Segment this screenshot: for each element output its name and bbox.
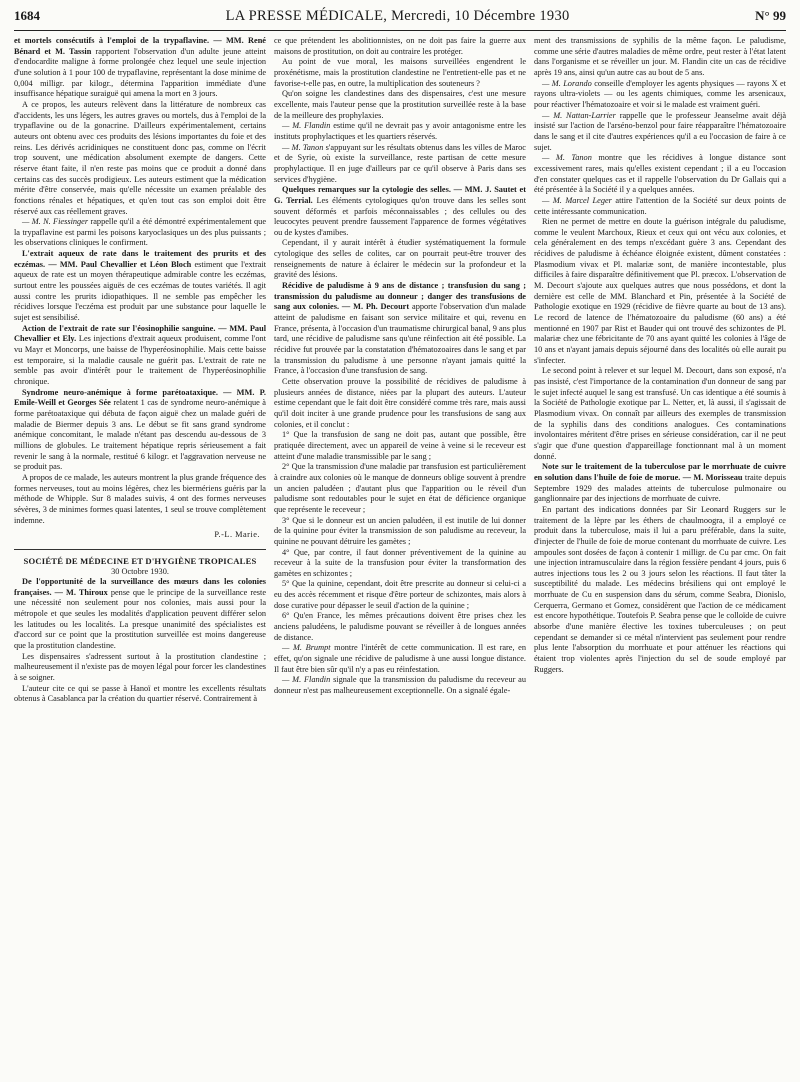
paragraph: et mortels consécutifs à l'emploi de la trypaflavine. — MM. René Bénard et M. Tassin rapportent l'observation d'un adulte jeune atteint d'endocardite maligne à forme prolongée chez lequel une seule injection d'une solution à 1 pour 100 de trypaflavine, représentant la dose minime de 0,004 milligr. par kilogr., détermina l'apparition immédiate d'une insuffisance hépatique suraiguë qui amena la mort en 3 jours. <box>14 36 266 99</box>
paragraph: 3° Que si le donneur est un ancien paludéen, il est inutile de lui donner de la quinine pour éviter la transmission de son paludisme au receveur, la quinine ne pouvant détruire les gamètes ; <box>274 515 526 546</box>
section-heading: SOCIÉTÉ DE MÉDECINE ET D'HYGIÈNE TROPICALES <box>14 549 266 567</box>
paragraph: Syndrome neuro-anémique à forme parétoataxique. — MM. P. Emile-Weill et Georges Sée relatent 1 cas de syndrome neuro-anémique à forme parétoataxique qui débuta de façon aiguë chez un malade guéri de maladie de Biermer depuis 3 ans. Le début se fit sans grand syndrome anémique concomitant, le malade n'étant pas descendu au-dessous de 3 millions de globules. Le traitement hépatique repris sérieusement a fait revenir le sang à la normale, restitué 6 kilogr. et l'aggravation nerveuse ne se produit pas. <box>14 387 266 472</box>
paragraph: L'auteur cite ce qui se passe à Hanoï et montre les excellents résultats obtenus à Casablanca par la création du quartier réservé. Contrairement à <box>14 683 266 704</box>
paragraph: Rien ne permet de mettre en doute la guérison intégrale du paludisme, comme le veulent Marchoux, Rieux et ceux qui ont vécu aux colonies, et cela généralement en des temps n'excédant guère 3 ans. Cependant des récidives de paludisme à échéance éloignée existent, dûment constatées : Plasmodium vivax et Pl. malariæ sont, de manière incontestable, plus difficiles à faire disparaître définitivement que Pl. præcox. L'observation de M. Decourt s'ajoute aux quelques autres que nous possédons, et dont la dernière est celle de MM. Blanchard et Pin, présentée à la Société de Pathologie exotique en 1929 (récidive de fièvre quarte au bout de 13 ans). Le record de latence de l'hématozoaire du paludisme (60 ans) a été mentionné en 1907 par Rist et Bauder qui ont trouvé des schizontes de Pl. malariæ chez une fébricitante de 70 ans ayant quitté les colonies à l'âge de 10 ans et n'ayant jamais depuis séjourné dans des localités où elle aurait pu s'infecter. <box>534 217 786 365</box>
paragraph: Quelques remarques sur la cytologie des selles. — MM. J. Sautet et G. Terrial. Les éléments cytologiques qu'on trouve dans les selles sont souvent déformés et parfois méconnaissables ; des cellules ou des leucocytes peuvent prendre faussement l'apparence de formes végétatives ou de kystes d'amibes. <box>274 185 526 237</box>
page-header <box>14 8 786 31</box>
issue-number: N° 99 <box>755 8 786 23</box>
paragraph: 6° Qu'en France, les mêmes précautions doivent être prises chez les anciens paludéens, le paludisme pouvant se réveiller à de longues années de distance. <box>274 611 526 642</box>
paragraph: L'extrait aqueux de rate dans le traitement des prurits et des eczémas. — MM. Paul Chevallier et Léon Bloch estiment que l'extrait aqueux de rate est un moyen thérapeutique admirable contre les eczémas, surtout entre les poussées aiguës de ces eczémas de toutes variétés. Il agit aussi contre les prurits idiopathiques. Il ne semble pas empêcher les récidives lorsque l'eczéma est produit par une substance pour laquelle le sujet est sensibilisé. <box>14 249 266 323</box>
paragraph: — M. Brumpt montre l'intérêt de cette communication. Il est rare, en effet, qu'on signale une récidive de paludisme à une aussi longue distance. Il faut être bien sûr qu'il n'y a pas eu réinfestation. <box>274 643 526 674</box>
paragraph: Cette observation prouve la possibilité de récidives de paludisme à plusieurs années de distance, niées par la plupart des auteurs. L'auteur estime cependant que le fait doit être considéré comme très rare, mais aussi qu'il doit inciter à une grande prudence pour les transfusions de sang aux colonies, et il conclut : <box>274 377 526 429</box>
column-2 <box>274 36 526 1076</box>
paragraph: — M. Lorando conseille d'employer les agents physiques — rayons X et rayons ultra-violets — ou les agents chimiques, comme les arsenicaux, pour réactiver l'hématozoaire et voir si le malade est vraiment guéri. <box>534 78 786 109</box>
page-number: 1684 <box>14 8 40 23</box>
column-3 <box>534 36 786 1076</box>
paragraph: — M. Nattan-Larrier rappelle que le professeur Jeanselme avait déjà insisté sur l'action de l'arséno-benzol pour faire réapparaître l'hématozoaire dans le sang et il cite d'autres expériences qu'il a eu l'occasion de faire à ce sujet. <box>534 110 786 152</box>
paragraph: Action de l'extrait de rate sur l'éosinophilie sanguine. — MM. Paul Chevallier et Ely. Les injections d'extrait aqueux produisent, comme l'ont vu Mayr et Moncorps, une baisse de l'hyperéosinophilie. Mais cette baisse est temporaire, si la maladie causale ne guérit pas. L'extrait de rate ne semble pas avoir d'intérêt pour le traitement de l'hyperéosinophilie chronique. <box>14 323 266 386</box>
paragraph: — M. Marcel Leger attire l'attention de la Société sur deux points de cette intéressante communication. <box>534 195 786 216</box>
column-1 <box>14 36 266 1076</box>
paragraph: — M. N. Fiessinger rappelle qu'il a été démontré expérimentalement que la trypaflavine est parmi les poisons karyoclasiques un des plus puissants ; les observations cliniques le confirment. <box>14 217 266 248</box>
paragraph: ce que prétendent les abolitionnistes, on ne doit pas faire la guerre aux maisons de prostitution, on doit au contraire les protéger. <box>274 36 526 56</box>
paragraph: Récidive de paludisme à 9 ans de distance ; transfusion du sang ; transmission du paludisme au donneur ; danger des transfusions de sang aux colonies. — M. Ph. Decourt apporte l'observation d'un malade atteint de paludisme en faisant son service militaire et qui, revenu en France, présenta, à l'occasion d'un traumatisme chirurgical banal, 9 ans plus tard, une récidive de paludisme sans qu'une réinfection ait été possible. La récidive fut prouvée par la constatation d'hématozoaires dans le sang et par la transmission du paludisme à une personne n'ayant jamais quitté la France, à l'occasion d'une transfusion de sang. <box>274 281 526 376</box>
paragraph: ment des transmissions de syphilis de la même façon. Le paludisme, comme une série d'autres maladies de même ordre, peut rester à l'état latent dans l'organisme et se réveiller un jour. M. Flandin cite un cas de récidive après 19 ans, ainsi qu'un autre cas au bout de 5 ans. <box>534 36 786 77</box>
paragraph: — M. Tanon s'appuyant sur les résultats obtenus dans les villes de Maroc et de Syrie, où existe la surveillance, reste partisan de cette mesure prophylactique. Il en juge d'ailleurs par ce qu'il observe à Paris dans ses services d'hygiène. <box>274 142 526 184</box>
journal-title: LA PRESSE MÉDICALE, Mercredi, 10 Décembre 1930 <box>225 8 570 24</box>
paragraph: Qu'on soigne les clandestines dans des dispensaires, c'est une mesure excellente, mais l'auteur pense que la prostitution surveillée reste à la base de la meilleure des prophylaxies. <box>274 89 526 120</box>
paragraph: Note sur le traitement de la tuberculose par le morrhuate de cuivre en solution dans l'huile de foie de morue. — M. Morisseau traite depuis Septembre 1929 des malades atteints de tuberculose pulmonaire ou ganglionnaire par des injections de morrhuate de cuivre. <box>534 462 786 504</box>
paragraph: — M. Flandin estime qu'il ne devrait pas y avoir antagonisme entre les instituts prophylactiques et les quartiers réservés. <box>274 121 526 141</box>
paragraph: 2° Que la transmission d'une maladie par transfusion est particulièrement à craindre aux colonies où le manque de donneurs oblige souvent à prendre un ancien paludéen ; d'autant plus que l'apparition ou le réveil d'un paludisme sont redoutables pour le sujet en état de déficience organique que représente le receveur ; <box>274 462 526 514</box>
paragraph: 1° Que la transfusion de sang ne doit pas, autant que possible, être pratiquée directement, avec un appareil de veine à veine si le receveur est atteint d'une maladie transmissible par le sang ; <box>274 430 526 461</box>
paragraph: 5° Que la quinine, cependant, doit être prescrite au donneur si celui-ci a eu des accès récemment et risque d'être porteur de schizontes, mais alors à dose curative pour dépasser le seuil d'action de la quinine ; <box>274 579 526 610</box>
paragraph: De l'opportunité de la surveillance des mœurs dans les colonies françaises. — M. Thiroux pense que le principe de la surveillance reste une nécessité non seulement pour nos colonies, mais aussi pour la métropole et que seules les modalités d'application peuvent différer selon les latitudes ou les localités. La presque unanimité des spécialistes est d'accord sur ce point que la prostitution surveillée est moins dangereuse que la prostitution clandestine. <box>14 577 266 651</box>
section-date: 30 Octobre 1930. <box>111 566 169 576</box>
author-signature: P.-L. Marie. <box>214 530 260 540</box>
paragraph: Les dispensaires s'adressent surtout à la prostitution clandestine ; malheureusement il n'existe pas de moyen légal pour forcer les clandestines à se soigner. <box>14 651 266 683</box>
paragraph: En partant des indications données par Sir Leonard Ruggers sur le traitement de la lèpre par les éthers de chaulmoogra, il a employé ce produit dans la tuberculose, mais il lui a paru préférable, dans la suite, d'injecter de l'huile de foie de morue contenant du morrhuate de cuivre. Les ampoules sont dosées de façon à contenir 1 milligr. de Cu par cmc. On fait une injection intramusculaire dans la région fessière pendant 4 jours, puis 6 autres injections tous les 2 ou 3 jours selon les réactions. Il faut tâter la susceptibilité du malade. Les médecins brésiliens qui ont employé le morrhuate de Cu en suspension dans du sérum, comme Seabra, Dionislo, Cerquerra, Germano et Gomez, considèrent que l'action de ce médicament est encore hypothétique. Toutefois P. Seabra pense que le colloïde de cuivre absorbe d'une manière élective les toxines tuberculeuses ; on peut cependant se demander si ce métal n'intervient pas seulement pour rendre plus lente l'absorption du morrhuate et pour atténuer les réactions qui étaient trop violentes après l'injection du sel de soude employé par Ruggers. <box>534 504 786 674</box>
paragraph: A ce propos, les auteurs relèvent dans la littérature de nombreux cas d'accidents, les uns légers, les autres graves ou mortels, dus à l'emploi de la trypaflavine ou de la gonacrine. D'ailleurs expérimentalement, certains auteurs ont obtenu avec ces produits des lésions importantes du foie et des reins. Les dérivés acridiniques ne constituent donc pas, comme on l'écrit trop souvent, une médication absolument exempte de dangers. Cette réserve étant faite, il n'en reste pas moins que ce produit a donné dans certains cas des succès prodigieux. Les auteurs estiment que la médication mérite d'être conservée, mais qu'elle nécessite un examen préalable des fonctions rénales et hépatiques, et qu'en tout cas son emploi doit être réservé aux cas réellement graves. <box>14 99 266 216</box>
paragraph: Le second point à relever et sur lequel M. Decourt, dans son exposé, n'a pas insisté, c'est l'importance de la contamination d'un donneur de sang par le sujet infecté auquel le sang est transfusé. Un cas identique a été soumis à la Société de Pathologie exotique par L. Netter, et, là aussi, il s'agissait de Plasmodium vivax. On connaît par ailleurs des exemples de transmission de la syphilis dans des conditions analogues. Ces contaminations involontaires méritent d'être prises en sérieuse considération, car il ne peut s'agir que d'une question d'appareillage fonctionnant mal à un moment donné. <box>534 366 786 461</box>
paragraph: — M. Flandin signale que la transmission du paludisme du receveur au donneur n'est pas malheureusement exceptionnelle. On a signalé égale- <box>274 675 526 696</box>
paragraph: — M. Tanon montre que les récidives à longue distance sont excessivement rares, mais qu'elles existent cependant ; il a eu l'occasion d'en constater quelques cas et il rappelle l'observation du Dr Gallais qui a été présentée à la Société il y a quelques années. <box>534 153 786 195</box>
paragraph: Au point de vue moral, les maisons surveillées engendrent le proxénétisme, mais la prostitution clandestine ne l'entretient-elle pas et ne favorise-t-elle pas, en outre, la multiplication des souteneurs ? <box>274 57 526 88</box>
paragraph: A propos de ce malade, les auteurs montrent la plus grande fréquence des formes nerveuses, tout au moins légères, chez les biermériens guéris par la méthode de Whipple. Sur 8 malades suivis, 4 ont des formes nerveuses sévères, 3 de minimes formes quasi latentes, 1 seul se trouve complètement indemne. <box>14 472 266 525</box>
paragraph: Cependant, il y aurait intérêt à étudier systématiquement la formule cytologique des selles de colites, car on pourrait peut-être trouver des renseignements de nature à éclairer le médecin sur la profondeur et la gravité des lésions. <box>274 238 526 280</box>
paragraph: 4° Que, par contre, il faut donner préventivement de la quinine au receveur à la suite de la transfusion pour éviter la transformation des gamètes en schizontes ; <box>274 547 526 578</box>
text-columns <box>14 36 786 1076</box>
